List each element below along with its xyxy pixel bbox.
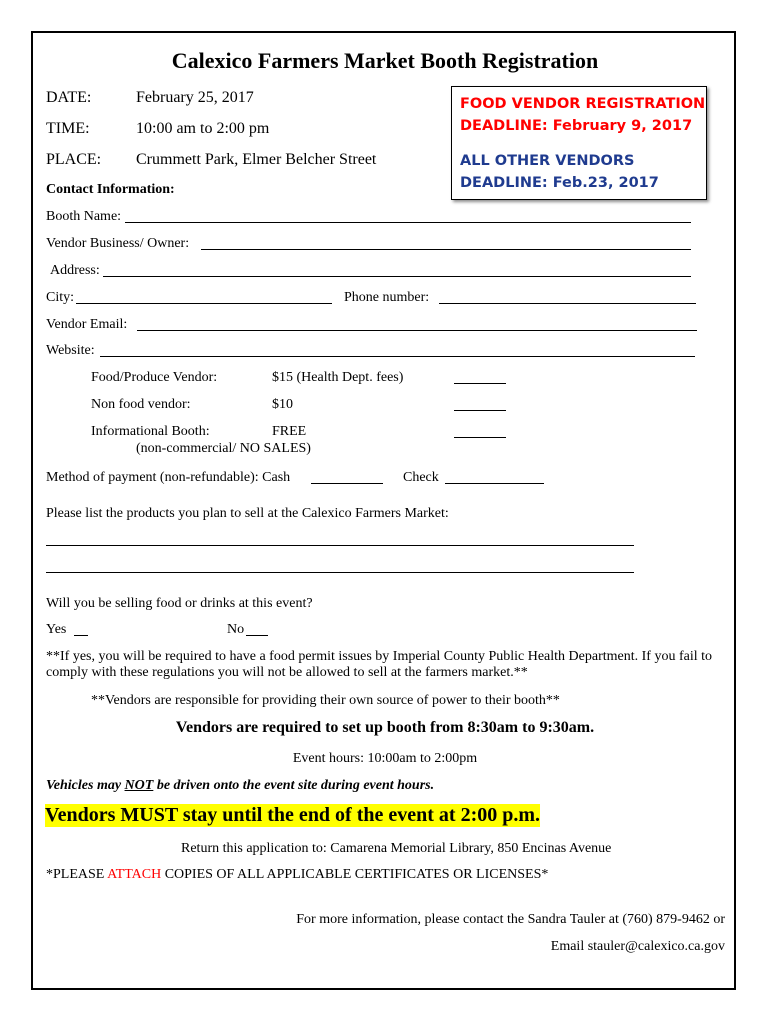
other-deadline-title: ALL OTHER VENDORS bbox=[460, 153, 635, 169]
vendor-owner-field[interactable] bbox=[201, 249, 691, 250]
attach-before: *PLEASE bbox=[46, 867, 108, 882]
setup-note: Vendors are required to set up booth from 8:30am to 9:30am. bbox=[175, 719, 595, 736]
date-label: DATE: bbox=[46, 89, 92, 106]
fee-type-info: Informational Booth: bbox=[91, 424, 210, 439]
vehicles-before: Vehicles may bbox=[46, 778, 125, 793]
check-field[interactable] bbox=[445, 483, 544, 484]
attach-note bbox=[46, 867, 548, 883]
food-question: Will you be selling food or drinks at this event? bbox=[46, 596, 313, 611]
date-value: February 25, 2017 bbox=[136, 89, 254, 106]
city-label: City: bbox=[46, 290, 75, 305]
permit-note: **If yes, you will be required to have a food permit issues by Imperial County Public Health Department. If you fail to comply with these regulations you will not be allowed to sell at the farmers market.** bbox=[46, 649, 713, 680]
phone-field[interactable] bbox=[439, 303, 696, 304]
city-field[interactable] bbox=[76, 303, 332, 304]
attach-emphasis: ATTACH bbox=[107, 867, 162, 882]
address-field[interactable] bbox=[103, 276, 691, 277]
payment-label: Method of payment (non-refundable): Cash bbox=[46, 470, 291, 485]
fee-price-food: $15 (Health Dept. fees) bbox=[272, 370, 404, 385]
products-prompt: Please list the products you plan to sell at the Calexico Farmers Market: bbox=[46, 506, 449, 521]
food-deadline-date: DEADLINE: February 9, 2017 bbox=[460, 118, 693, 134]
phone-label: Phone number: bbox=[344, 290, 430, 305]
products-field-1[interactable] bbox=[46, 545, 634, 546]
more-info: For more information, please contact the Sandra Tauler at (760) 879-9462 or bbox=[296, 912, 725, 927]
power-note: **Vendors are responsible for providing their own source of power to their booth** bbox=[91, 693, 560, 708]
fee-select-info[interactable] bbox=[454, 437, 506, 438]
fee-price-nonfood: $10 bbox=[272, 397, 293, 412]
email-label: Vendor Email: bbox=[46, 317, 128, 332]
other-deadline-date: DEADLINE: Feb.23, 2017 bbox=[460, 175, 659, 191]
fee-note-info: (non-commercial/ NO SALES) bbox=[136, 441, 311, 456]
website-field[interactable] bbox=[100, 356, 695, 357]
return-note: Return this application to: Camarena Memorial Library, 850 Encinas Avenue bbox=[181, 841, 612, 856]
place-value: Crummett Park, Elmer Belcher Street bbox=[136, 151, 377, 168]
website-label: Website: bbox=[46, 343, 95, 358]
contact-heading: Contact Information: bbox=[46, 182, 175, 197]
event-hours: Event hours: 10:00am to 2:00pm bbox=[292, 751, 478, 766]
deadline-box bbox=[451, 86, 707, 200]
vehicles-note bbox=[46, 778, 434, 794]
vehicles-after: be driven onto the event site during event hours. bbox=[153, 778, 435, 793]
fee-select-food[interactable] bbox=[454, 383, 506, 384]
address-label: Address: bbox=[50, 263, 100, 278]
check-label: Check bbox=[403, 470, 439, 485]
fee-price-info: FREE bbox=[272, 424, 307, 439]
products-field-2[interactable] bbox=[46, 572, 634, 573]
attach-after: COPIES OF ALL APPLICABLE CERTIFICATES OR LICENSES* bbox=[161, 867, 549, 882]
place-label: PLACE: bbox=[46, 151, 102, 168]
yes-field[interactable] bbox=[74, 635, 88, 636]
vendor-owner-label: Vendor Business/ Owner: bbox=[46, 236, 190, 251]
yes-label: Yes bbox=[46, 622, 67, 637]
vehicles-emphasis: NOT bbox=[124, 778, 154, 793]
page-title: Calexico Farmers Market Booth Registration bbox=[171, 48, 599, 73]
time-label: TIME: bbox=[46, 120, 90, 137]
no-field[interactable] bbox=[246, 635, 268, 636]
stay-note: Vendors MUST stay until the end of the event at 2:00 p.m. bbox=[45, 804, 541, 826]
booth-name-label: Booth Name: bbox=[46, 209, 122, 224]
booth-name-field[interactable] bbox=[125, 222, 691, 223]
fee-select-nonfood[interactable] bbox=[454, 410, 506, 411]
food-deadline-title: FOOD VENDOR REGISTRATION bbox=[460, 96, 706, 112]
fee-type-nonfood: Non food vendor: bbox=[91, 397, 191, 412]
contact-email[interactable]: Email stauler@calexico.ca.gov bbox=[550, 939, 725, 954]
email-field[interactable] bbox=[137, 330, 697, 331]
time-value: 10:00 am to 2:00 pm bbox=[136, 120, 270, 137]
cash-field[interactable] bbox=[311, 483, 383, 484]
no-label: No bbox=[227, 622, 245, 637]
fee-type-food: Food/Produce Vendor: bbox=[91, 370, 218, 385]
